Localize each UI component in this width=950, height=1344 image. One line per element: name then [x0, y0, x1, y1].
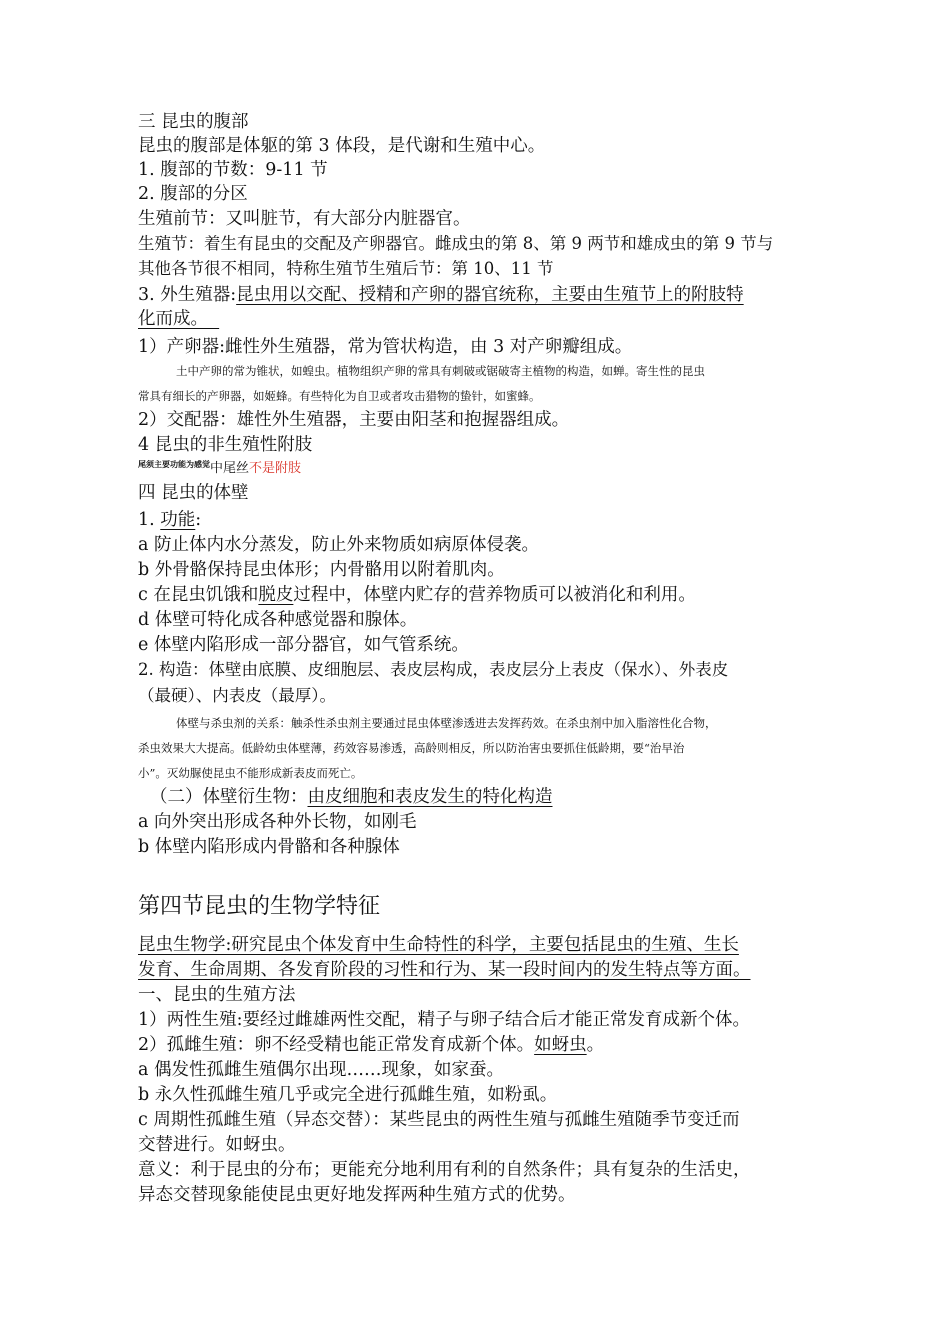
text-line: 一、昆虫的生殖方法: [138, 985, 296, 1005]
text-line: [138, 508, 201, 532]
text-line: b 永久性孤雌生殖几乎或完全进行孤雌生殖，如粉虱。: [138, 1085, 558, 1105]
text-run: 3. 外生殖器:: [138, 285, 237, 305]
text-line: 1）产卵器:雌性外生殖器，常为管状构造，由 3 对产卵瓣组成。: [138, 337, 633, 357]
text-run: 。: [586, 1035, 605, 1055]
text-line: b 外骨骼保持昆虫体形；内骨骼用以附着肌肉。: [138, 560, 505, 580]
text-line: c 周期性孤雌生殖（异态交替）：某些昆虫的两性生殖与孤雌生殖随季节变迁而: [138, 1110, 740, 1130]
text-run: 2）孤雌生殖：卵不经受精也能正常发育成新个体。: [138, 1035, 535, 1055]
note-line: 土中产卵的常为锥状，如蝗虫。植物组织产卵的常具有刺破或锯破寄主植物的构造，如蝉。寄生性的昆虫: [176, 364, 705, 378]
text-line: 生殖节：着生有昆虫的交配及产卵器官。雌成虫的第 8、第 9 两节和雄成虫的第 9 节与: [138, 234, 774, 253]
underlined-text: 发育、生命周期、各发育阶段的习性和行为、某一段时间内的发生特点等方面。: [138, 960, 751, 980]
text-line: 2. 腹部的分区: [138, 184, 248, 204]
red-text: 不是附肢: [249, 461, 302, 476]
note-line: 小”。灭幼脲使昆虫不能形成新表皮而死亡。: [138, 766, 363, 780]
text-line: 4 昆虫的非生殖性附肢: [138, 435, 313, 455]
text-line: 1）两性生殖:要经过雌雄两性交配，精子与卵子结合后才能正常发育成新个体。: [138, 1010, 751, 1030]
underlined-text: 如蚜虫: [534, 1035, 587, 1055]
text-line: [138, 583, 696, 607]
text-line: 交替进行。如蚜虫。: [138, 1135, 296, 1155]
text-line: [138, 958, 751, 982]
underlined-text: 化而成。: [138, 309, 208, 329]
chapter-heading: 第四节昆虫的生物学特征: [138, 894, 381, 919]
text-line: [138, 457, 301, 481]
text-run: c 在昆虫饥饿和: [138, 585, 259, 605]
text-line: [138, 307, 219, 331]
underlined-text: 功能: [160, 510, 196, 530]
note-line: 常具有细长的产卵器，如姬蜂。有些特化为自卫或者攻击猎物的蛰针，如蜜蜂。: [138, 389, 541, 403]
text-line: e 体壁内陷形成一部分器官，如气管系统。: [138, 635, 469, 655]
text-run: （二）体壁衍生物：: [150, 787, 308, 807]
underlined-text: 脱皮: [258, 585, 294, 605]
note-line: 体壁与杀虫剂的关系：触杀性杀虫剂主要通过昆虫体壁渗透进去发挥药效。在杀虫剂中加入脂溶性化合物，: [176, 716, 717, 730]
underlined-text: 由皮细胞和表皮发生的特化构造: [307, 787, 553, 807]
text-run: :: [195, 510, 202, 530]
text-line: b 体壁内陷形成内骨骼和各种腺体: [138, 837, 400, 857]
section-heading-abdomen: 三 昆虫的腹部: [138, 112, 249, 132]
underlined-text: 昆虫生物学:研究昆虫个体发育中生命特性的科学，主要包括昆虫的生殖、生长: [138, 935, 739, 955]
text-line: a 防止体内水分蒸发，防止外来物质如病原体侵袭。: [138, 535, 539, 555]
section-heading-body-wall: 四 昆虫的体壁: [138, 483, 249, 503]
text-line: a 向外突出形成各种外长物，如刚毛: [138, 812, 417, 832]
note-line: 杀虫效果大大提高。低龄幼虫体壁薄，药效容易渗透，高龄则相反，所以防治害虫要抓住低龄期，要“治早治: [138, 741, 685, 755]
text-line: d 体壁可特化成各种感觉器和腺体。: [138, 610, 418, 630]
text-line: a 偶发性孤雌生殖偶尔出现……现象，如家蚕。: [138, 1060, 504, 1080]
text-run: 中尾丝: [210, 461, 250, 476]
text-line: [150, 785, 553, 809]
text-line: [138, 933, 739, 957]
text-line: 2）交配器：雄性外生殖器，主要由阳茎和抱握器组成。: [138, 410, 570, 430]
text-line: 2. 构造：体壁由底膜、皮细胞层、表皮层构成，表皮层分上表皮（保水）、外表皮: [138, 660, 729, 679]
text-line: 生殖前节：又叫脏节，有大部分内脏器官。: [138, 209, 471, 229]
text-line: 昆虫的腹部是体躯的第 3 体段，是代谢和生殖中心。: [138, 136, 546, 156]
text-line: 1. 腹部的节数：9-11 节: [138, 160, 328, 180]
text-line: [138, 1033, 604, 1057]
tiny-text: 尾须主要功能为感觉: [138, 459, 210, 469]
text-line: [138, 283, 744, 307]
underlined-text: 昆虫用以交配、授精和产卵的器官统称，主要由生殖节上的附肢特: [236, 285, 744, 305]
text-run: 过程中，体壁内贮存的营养物质可以被消化和利用。: [293, 585, 696, 605]
text-line: 异态交替现象能使昆虫更好地发挥两种生殖方式的优势。: [138, 1185, 576, 1205]
text-line: 意义：利于昆虫的分布；更能充分地利用有利的自然条件；具有复杂的生活史，: [138, 1160, 751, 1180]
text-run: 1.: [138, 510, 161, 530]
text-line: （最硬）、内表皮（最厚）。: [138, 686, 336, 705]
text-line: 其他各节很不相同，特称生殖节生殖后节：第 10、11 节: [138, 259, 554, 278]
